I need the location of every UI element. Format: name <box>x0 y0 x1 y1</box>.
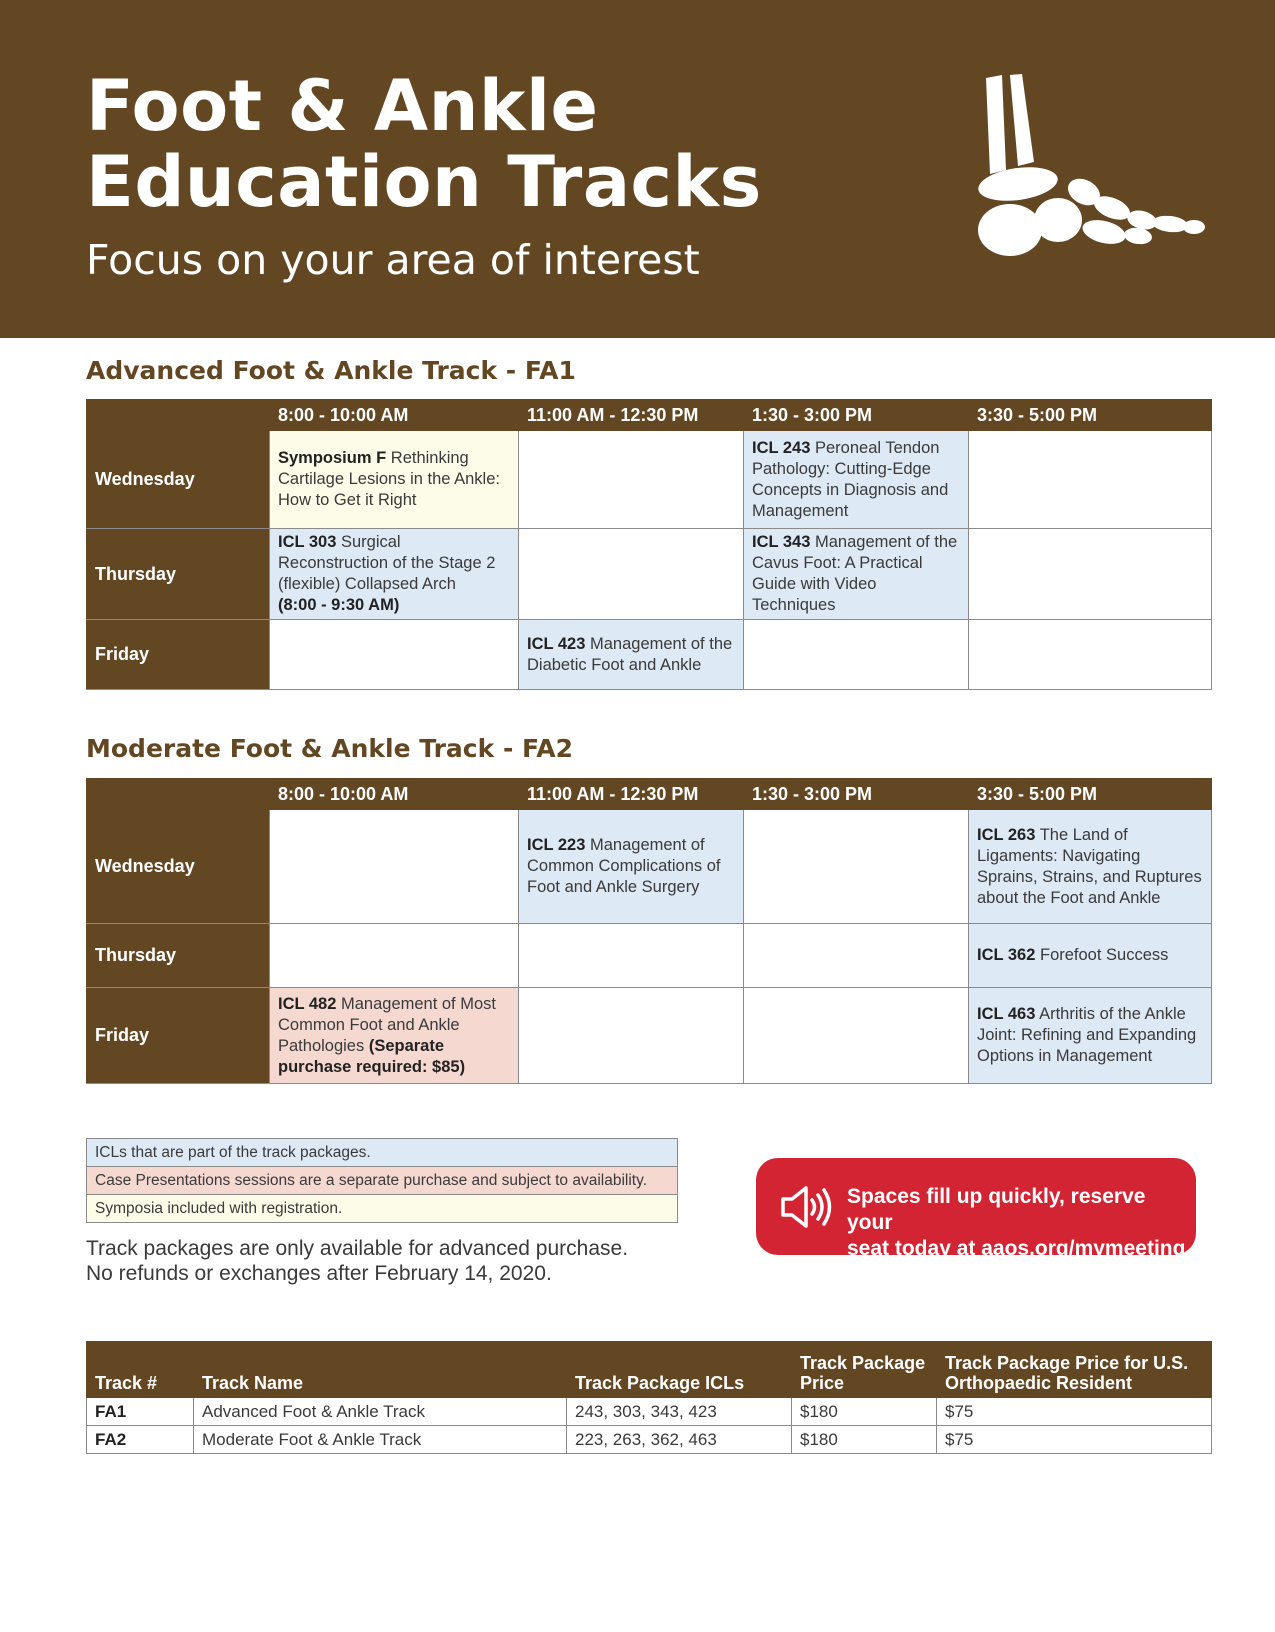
fa1-schedule-table <box>86 399 1212 690</box>
table-header-row <box>87 779 1212 810</box>
column-header: Track Package Price <box>792 1342 937 1398</box>
table-row <box>87 810 1212 924</box>
track-name: Advanced Foot & Ankle Track <box>194 1398 567 1426</box>
session-code: ICL 223 <box>527 836 586 854</box>
page-subtitle: Focus on your area of interest <box>86 236 700 284</box>
pricing-table <box>86 1341 1212 1454</box>
session-cell <box>969 810 1212 924</box>
session-cell <box>519 620 744 690</box>
empty-cell <box>519 431 744 529</box>
day-label: Wednesday <box>87 810 270 924</box>
fa2-section-title: Moderate Foot & Ankle Track - FA2 <box>86 734 573 763</box>
reserve-callout <box>756 1158 1196 1260</box>
session-code: ICL 482 <box>278 994 337 1013</box>
session-title: Management of the Cavus Foot: A Practical Guide with Video Techniques <box>752 533 958 614</box>
table-header-row <box>87 400 1212 431</box>
time-slot-header: 11:00 AM - 12:30 PM <box>519 779 744 810</box>
time-slot-header: 3:30 - 5:00 PM <box>969 779 1212 810</box>
session-title: Rethinking Cartilage Lesions in the Ankle: How to Get it Right <box>278 449 500 509</box>
session-title: Management of the Diabetic Foot and Ankle <box>527 634 733 674</box>
day-label: Wednesday <box>87 431 270 529</box>
session-code: ICL 243 <box>752 438 811 457</box>
session-title: Surgical Reconstruction of the Stage 2 (flexible) Collapsed Arch <box>278 533 496 593</box>
session-code: ICL 362 <box>977 946 1036 964</box>
track-price: $180 <box>792 1398 937 1426</box>
empty-cell <box>270 620 519 690</box>
column-header: Track Package Price for U.S. Orthopaedic Resident <box>937 1342 1212 1398</box>
empty-cell <box>744 924 969 988</box>
time-slot-header: 1:30 - 3:00 PM <box>744 400 969 431</box>
day-label: Thursday <box>87 529 270 620</box>
session-code: ICL 463 <box>977 1005 1036 1023</box>
time-slot-header: 8:00 - 10:00 AM <box>270 400 519 431</box>
track-number: FA1 <box>87 1398 194 1426</box>
session-code: ICL 263 <box>977 825 1036 844</box>
empty-cell <box>744 620 969 690</box>
time-slot-header: 1:30 - 3:00 PM <box>744 779 969 810</box>
table-row <box>87 529 1212 620</box>
reserve-message <box>847 1184 1196 1262</box>
legend-item-symposia: Symposia included with registration. <box>87 1195 678 1223</box>
purchase-notes <box>86 1236 628 1286</box>
session-title: Management of Most Common Foot and Ankle Pathologies <box>278 994 496 1055</box>
cta-line-2: seat today at aaos.org/mymeeting <box>847 1237 1186 1260</box>
empty-cell <box>519 924 744 988</box>
time-slot-header: 3:30 - 5:00 PM <box>969 400 1212 431</box>
session-note: (Separate purchase required: $85) <box>278 1036 466 1076</box>
empty-cell <box>519 529 744 620</box>
track-icls: 243, 303, 343, 423 <box>567 1398 792 1426</box>
time-slot-header: 8:00 - 10:00 AM <box>270 779 519 810</box>
empty-cell <box>519 988 744 1084</box>
session-title: The Land of Ligaments: Navigating Sprains, Strains, and Ruptures about the Foot and Ankle <box>977 825 1202 907</box>
foot-bones-icon <box>970 70 1210 270</box>
session-title: Peroneal Tendon Pathology: Cutting-Edge Concepts in Diagnosis and Management <box>752 438 949 520</box>
empty-cell <box>969 529 1212 620</box>
empty-cell <box>744 810 969 924</box>
track-number: FA2 <box>87 1426 194 1454</box>
empty-cell <box>969 620 1212 690</box>
fa1-section-title: Advanced Foot & Ankle Track - FA1 <box>86 356 576 385</box>
session-cell <box>270 431 519 529</box>
column-header: Track # <box>87 1342 194 1398</box>
resident-price: $75 <box>937 1426 1212 1454</box>
corner-cell <box>87 400 270 431</box>
column-header: Track Name <box>194 1342 567 1398</box>
session-cell <box>519 810 744 924</box>
session-cell <box>969 988 1212 1084</box>
title-line-2: Education Tracks <box>86 141 762 223</box>
track-price: $180 <box>792 1426 937 1454</box>
empty-cell <box>744 988 969 1084</box>
session-cell <box>969 924 1212 988</box>
page-title <box>86 65 762 223</box>
table-row <box>87 924 1212 988</box>
session-cell <box>270 988 519 1084</box>
speaker-icon <box>780 1184 836 1230</box>
session-note: (8:00 - 9:30 AM) <box>278 596 400 614</box>
fa2-schedule-table <box>86 778 1212 1084</box>
legend-item-icl: ICLs that are part of the track packages. <box>87 1139 678 1167</box>
cta-line-1: Spaces fill up quickly, reserve your <box>847 1185 1146 1234</box>
table-row <box>87 1398 1212 1426</box>
track-icls: 223, 263, 362, 463 <box>567 1426 792 1454</box>
empty-cell <box>270 810 519 924</box>
session-cell <box>270 529 519 620</box>
session-code: Symposium F <box>278 449 387 467</box>
session-title: Management of Common Complications of Foot and Ankle Surgery <box>527 836 721 896</box>
day-label: Thursday <box>87 924 270 988</box>
resident-price: $75 <box>937 1398 1212 1426</box>
note-line-2: No refunds or exchanges after February 14, 2020. <box>86 1262 552 1285</box>
corner-cell <box>87 779 270 810</box>
track-name: Moderate Foot & Ankle Track <box>194 1426 567 1454</box>
color-legend <box>86 1138 678 1223</box>
day-label: Friday <box>87 988 270 1084</box>
session-code: ICL 303 <box>278 533 337 551</box>
table-row <box>87 988 1212 1084</box>
session-code: ICL 343 <box>752 533 811 551</box>
session-cell <box>744 431 969 529</box>
session-title: Forefoot Success <box>1035 946 1169 964</box>
table-row <box>87 431 1212 529</box>
empty-cell <box>270 924 519 988</box>
column-header: Track Package ICLs <box>567 1342 792 1398</box>
table-row <box>87 620 1212 690</box>
session-code: ICL 423 <box>527 634 586 653</box>
empty-cell <box>969 431 1212 529</box>
session-cell <box>744 529 969 620</box>
session-title: Arthritis of the Ankle Joint: Refining and Expanding Options in Management <box>977 1005 1197 1065</box>
table-header-row <box>87 1342 1212 1398</box>
table-row <box>87 1426 1212 1454</box>
day-label: Friday <box>87 620 270 690</box>
header-banner <box>0 0 1275 338</box>
time-slot-header: 11:00 AM - 12:30 PM <box>519 400 744 431</box>
legend-item-case: Case Presentations sessions are a separate purchase and subject to availability. <box>87 1167 678 1195</box>
title-line-1: Foot & Ankle <box>86 65 599 147</box>
note-line-1: Track packages are only available for advanced purchase. <box>86 1237 629 1260</box>
